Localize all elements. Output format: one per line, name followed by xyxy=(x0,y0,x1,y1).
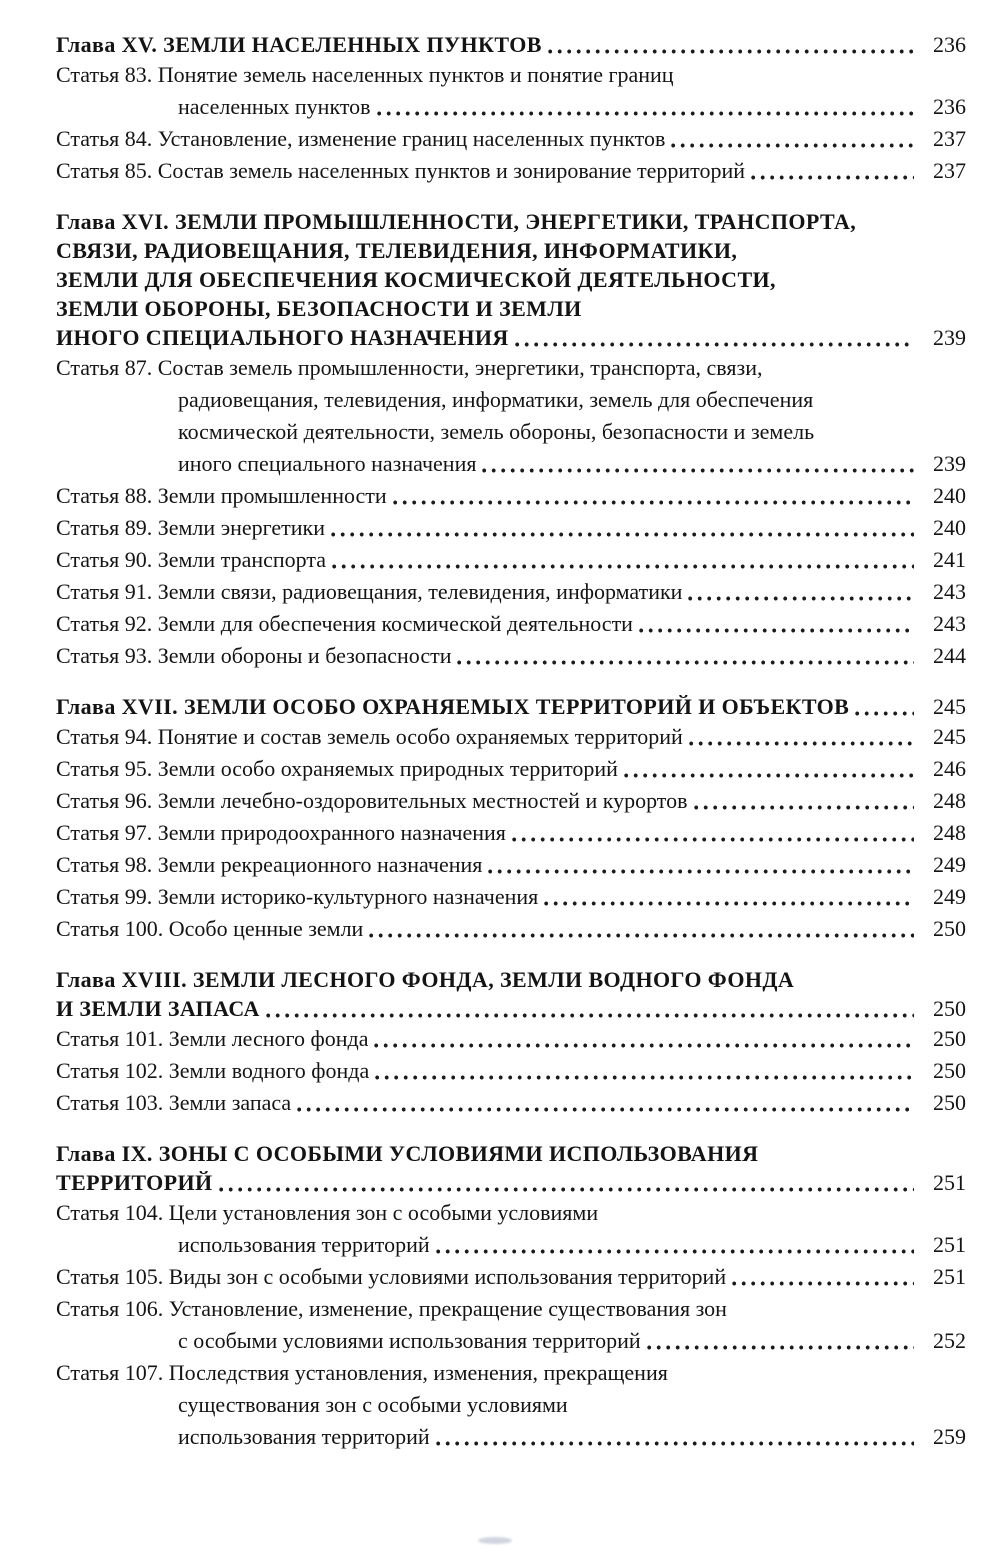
page-number: 244 xyxy=(933,643,966,668)
dot-leader xyxy=(694,805,914,810)
toc-article-entry xyxy=(56,123,966,155)
toc-entry-line xyxy=(56,1421,966,1453)
toc-entry-line xyxy=(56,1357,966,1389)
toc-article-entry xyxy=(56,753,966,785)
dot-leader xyxy=(297,1107,914,1112)
page-number: 251 xyxy=(933,1264,966,1289)
dot-leader xyxy=(375,1075,914,1080)
page-number: 245 xyxy=(933,724,966,749)
toc-entry-text: Статья 89. Земли энергетики xyxy=(56,515,326,540)
toc-entry-line xyxy=(56,849,966,881)
toc-entry-line xyxy=(56,30,966,59)
toc-entry-line xyxy=(56,692,966,721)
toc-entry-text: Статья 100. Особо ценные земли xyxy=(56,916,364,941)
dot-leader xyxy=(332,564,914,569)
toc-entry-text: Статья 96. Земли лечебно-оздоровительных местностей и курортов xyxy=(56,788,688,813)
toc-entry-line xyxy=(56,608,966,640)
toc-entry-line xyxy=(56,1325,966,1357)
toc-entry-text: Статья 95. Земли особо охраняемых природных территорий xyxy=(56,756,618,781)
dot-leader xyxy=(266,1013,914,1018)
toc-entry-line xyxy=(56,480,966,512)
toc-article-entry xyxy=(56,881,966,913)
toc-entry-text: Статья 98. Земли рекреационного назначения xyxy=(56,852,483,877)
toc-entry-line xyxy=(56,817,966,849)
dot-leader xyxy=(436,1249,914,1254)
toc-entry-text: Статья 97. Земли природоохранного назначения xyxy=(56,820,506,845)
dot-leader xyxy=(548,49,914,54)
toc-entry-line xyxy=(56,91,966,123)
toc-entry-text: Статья 87. Состав земель промышленности, энергетики, транспорта, связи, xyxy=(56,355,763,380)
toc-chapter-entry xyxy=(56,965,966,1023)
toc-entry-line xyxy=(56,576,966,608)
toc-article-entry xyxy=(56,1293,966,1357)
toc-entry-text: ТЕРРИТОРИЙ xyxy=(56,1170,213,1195)
dot-leader xyxy=(855,711,914,716)
toc-entry-line xyxy=(56,753,966,785)
toc-entry-line xyxy=(56,1197,966,1229)
toc-entry-text: использования территорий xyxy=(178,1232,430,1257)
toc-article-entry xyxy=(56,1197,966,1261)
toc-entry-text: Статья 94. Понятие и состав земель особо охраняемых территорий xyxy=(56,724,683,749)
page-number: 259 xyxy=(933,1424,966,1449)
page-number: 251 xyxy=(933,1232,966,1257)
toc-chapter-entry xyxy=(56,207,966,352)
toc-entry-text: Глава XVIII. ЗЕМЛИ ЛЕСНОГО ФОНДА, ЗЕМЛИ ВОДНОГО ФОНДА xyxy=(56,967,795,992)
toc-entry-text: космической деятельности, земель обороны, безопасности и земель xyxy=(178,419,815,444)
dot-leader xyxy=(369,933,914,938)
toc-entry-text: Статья 84. Установление, изменение границ населенных пунктов xyxy=(56,126,666,151)
page-number: 248 xyxy=(933,788,966,813)
page-number: 245 xyxy=(933,694,966,719)
page-number: 252 xyxy=(933,1328,966,1353)
toc-entry-text: Статья 104. Цели установления зон с особыми условиями xyxy=(56,1200,599,1225)
toc-entry-line xyxy=(56,1139,966,1168)
toc-article-entry xyxy=(56,59,966,123)
toc-entry-text: населенных пунктов xyxy=(178,94,371,119)
toc-entry-text: Статья 101. Земли лесного фонда xyxy=(56,1026,369,1051)
dot-leader xyxy=(624,773,914,778)
toc-article-entry xyxy=(56,1357,966,1453)
toc-entry-line xyxy=(56,1023,966,1055)
toc-entry-line xyxy=(56,1229,966,1261)
page-number: 237 xyxy=(933,158,966,183)
toc-entry-text: Статья 99. Земли историко-культурного назначения xyxy=(56,884,539,909)
page-number: 241 xyxy=(933,547,966,572)
toc-entry-line xyxy=(56,913,966,945)
toc-entry-line xyxy=(56,1055,966,1087)
toc-entry-line xyxy=(56,1087,966,1119)
toc-entry-line xyxy=(56,1389,966,1421)
dot-leader xyxy=(512,837,914,842)
dot-leader xyxy=(515,342,914,347)
dot-leader xyxy=(639,628,914,633)
toc-entry-line xyxy=(56,294,966,323)
page-number: 249 xyxy=(933,852,966,877)
toc-article-entry xyxy=(56,721,966,753)
page-number: 243 xyxy=(933,579,966,604)
toc-entry-text: Статья 105. Виды зон с особыми условиями использования территорий xyxy=(56,1264,727,1289)
dot-leader xyxy=(544,901,914,906)
dot-leader xyxy=(751,175,914,180)
toc-entry-text: Статья 85. Состав земель населенных пунктов и зонирование территорий xyxy=(56,158,746,183)
page-number: 250 xyxy=(933,996,966,1021)
page-number: 246 xyxy=(933,756,966,781)
toc-article-entry xyxy=(56,480,966,512)
toc-entry-text: ЗЕМЛИ ОБОРОНЫ, БЕЗОПАСНОСТИ И ЗЕМЛИ xyxy=(56,296,582,321)
dot-leader xyxy=(732,1281,914,1286)
dot-leader xyxy=(377,111,914,116)
page-number: 250 xyxy=(933,1058,966,1083)
toc-entry-line xyxy=(56,59,966,91)
toc-article-entry xyxy=(56,849,966,881)
toc-entry-text: радиовещания, телевидения, информатики, земель для обеспечения xyxy=(178,387,814,412)
page-number: 239 xyxy=(933,325,966,350)
toc-article-entry xyxy=(56,913,966,945)
toc-list xyxy=(56,30,966,1453)
toc-entry-text: Глава IX. ЗОНЫ С ОСОБЫМИ УСЛОВИЯМИ ИСПОЛЬЗОВАНИЯ xyxy=(56,1141,759,1166)
toc-article-entry xyxy=(56,155,966,187)
toc-article-entry xyxy=(56,512,966,544)
page-number: 248 xyxy=(933,820,966,845)
toc-entry-line xyxy=(56,207,966,236)
toc-entry-text: И ЗЕМЛИ ЗАПАСА xyxy=(56,996,260,1021)
toc-entry-text: существования зон с особыми условиями xyxy=(178,1392,568,1417)
toc-entry-text: Статья 103. Земли запаса xyxy=(56,1090,292,1115)
toc-entry-text: с особыми условиями использования территорий xyxy=(178,1328,641,1353)
page-number: 251 xyxy=(933,1170,966,1195)
toc-entry-line xyxy=(56,544,966,576)
toc-chapter-entry xyxy=(56,692,966,721)
dot-leader xyxy=(689,741,914,746)
toc-entry-text: использования территорий xyxy=(178,1424,430,1449)
toc-entry-text: ИНОГО СПЕЦИАЛЬНОГО НАЗНАЧЕНИЯ xyxy=(56,325,509,350)
toc-entry-line xyxy=(56,384,966,416)
toc-entry-text: Статья 106. Установление, изменение, прекращение существования зон xyxy=(56,1296,727,1321)
toc-chapter-entry xyxy=(56,30,966,59)
page-number: 249 xyxy=(933,884,966,909)
toc-article-entry xyxy=(56,640,966,672)
dot-leader xyxy=(488,869,914,874)
toc-entry-line xyxy=(56,1261,966,1293)
toc-entry-line xyxy=(56,265,966,294)
toc-entry-text: Статья 107. Последствия установления, изменения, прекращения xyxy=(56,1360,668,1385)
toc-entry-text: СВЯЗИ, РАДИОВЕЩАНИЯ, ТЕЛЕВИДЕНИЯ, ИНФОРМАТИКИ, xyxy=(56,238,738,263)
toc-entry-text: Статья 90. Земли транспорта xyxy=(56,547,327,572)
toc-entry-line xyxy=(56,448,966,480)
toc-entry-line xyxy=(56,236,966,265)
dot-leader xyxy=(457,660,914,665)
toc-entry-line xyxy=(56,1293,966,1325)
dot-leader xyxy=(647,1345,914,1350)
toc-entry-line xyxy=(56,965,966,994)
toc-entry-line xyxy=(56,994,966,1023)
toc-entry-text: Статья 91. Земли связи, радиовещания, телевидения, информатики xyxy=(56,579,683,604)
dot-leader xyxy=(393,500,914,505)
toc-entry-line xyxy=(56,323,966,352)
toc-article-entry xyxy=(56,544,966,576)
toc-article-entry xyxy=(56,817,966,849)
toc-entry-line xyxy=(56,512,966,544)
toc-entry-text: Статья 93. Земли обороны и безопасности xyxy=(56,643,452,668)
toc-entry-line xyxy=(56,721,966,753)
toc-article-entry xyxy=(56,1087,966,1119)
toc-entry-line xyxy=(56,155,966,187)
toc-article-entry xyxy=(56,785,966,817)
toc-entry-text: иного специального назначения xyxy=(178,451,477,476)
page-number: 240 xyxy=(933,515,966,540)
page-number: 250 xyxy=(933,916,966,941)
toc-chapter-entry xyxy=(56,1139,966,1197)
dot-leader xyxy=(374,1043,914,1048)
dot-leader xyxy=(671,143,914,148)
page-number: 240 xyxy=(933,483,966,508)
dot-leader xyxy=(688,596,914,601)
toc-article-entry xyxy=(56,576,966,608)
page-number: 237 xyxy=(933,126,966,151)
page-number: 250 xyxy=(933,1090,966,1115)
toc-entry-text: Статья 83. Понятие земель населенных пунктов и понятие границ xyxy=(56,62,674,87)
toc-entry-line xyxy=(56,1168,966,1197)
toc-article-entry xyxy=(56,1055,966,1087)
toc-entry-text: ЗЕМЛИ ДЛЯ ОБЕСПЕЧЕНИЯ КОСМИЧЕСКОЙ ДЕЯТЕЛЬНОСТИ, xyxy=(56,267,776,292)
toc-article-entry xyxy=(56,608,966,640)
dot-leader xyxy=(219,1187,915,1192)
toc-entry-line xyxy=(56,416,966,448)
toc-entry-line xyxy=(56,640,966,672)
toc-article-entry xyxy=(56,352,966,480)
toc-entry-text: Статья 92. Земли для обеспечения космической деятельности xyxy=(56,611,633,636)
toc-entry-line xyxy=(56,785,966,817)
toc-entry-text: Глава XVII. ЗЕМЛИ ОСОБО ОХРАНЯЕМЫХ ТЕРРИТОРИЙ И ОБЪЕКТОВ xyxy=(56,694,850,719)
page-number: 236 xyxy=(933,32,966,57)
toc-article-entry xyxy=(56,1261,966,1293)
dot-leader xyxy=(436,1441,914,1446)
page-number: 239 xyxy=(933,451,966,476)
page-number: 250 xyxy=(933,1026,966,1051)
scan-artifact xyxy=(478,1537,512,1544)
dot-leader xyxy=(331,532,914,537)
dot-leader xyxy=(482,468,914,473)
toc-entry-line xyxy=(56,123,966,155)
toc-entry-text: Статья 88. Земли промышленности xyxy=(56,483,387,508)
toc-entry-text: Глава XV. ЗЕМЛИ НАСЕЛЕННЫХ ПУНКТОВ xyxy=(56,32,542,57)
toc-entry-text: Глава XVI. ЗЕМЛИ ПРОМЫШЛЕННОСТИ, ЭНЕРГЕТИКИ, ТРАНСПОРТА, xyxy=(56,209,857,234)
toc-entry-line xyxy=(56,352,966,384)
page-number: 236 xyxy=(933,94,966,119)
toc-entry-text: Статья 102. Земли водного фонда xyxy=(56,1058,370,1083)
toc-entry-line xyxy=(56,881,966,913)
toc-article-entry xyxy=(56,1023,966,1055)
page-number: 243 xyxy=(933,611,966,636)
